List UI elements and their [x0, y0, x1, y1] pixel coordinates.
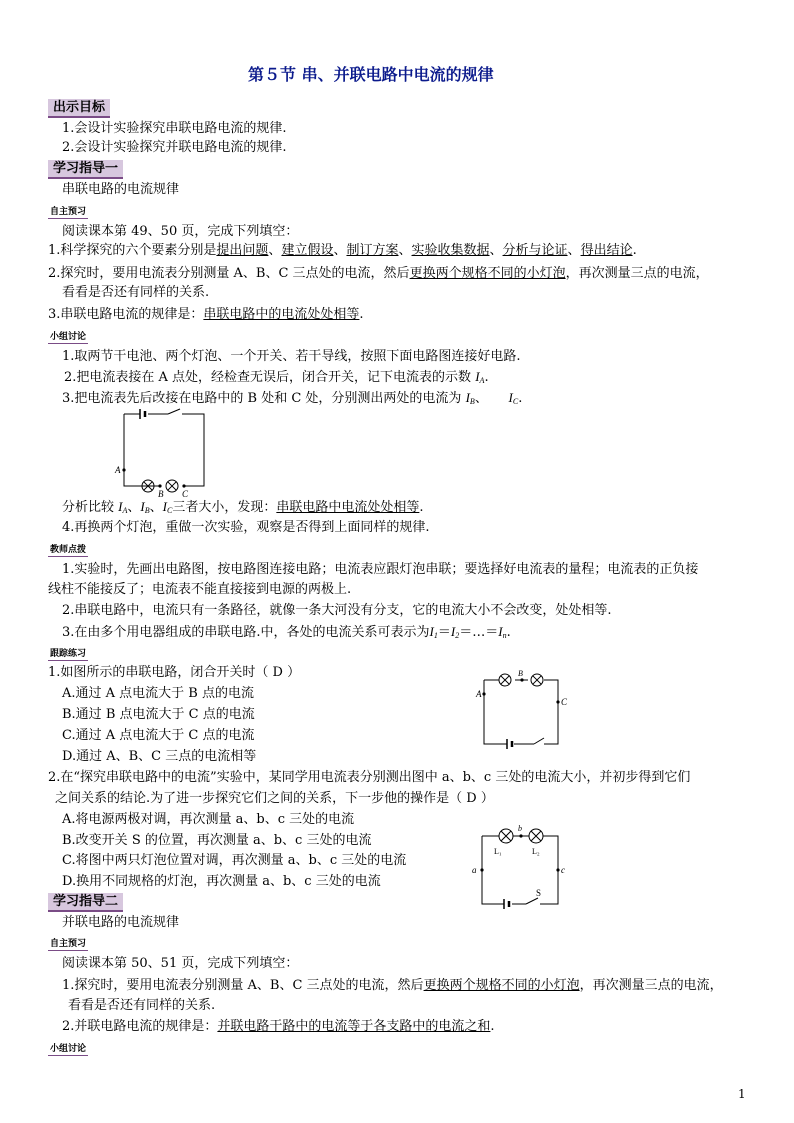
exercise-2-option-b: B.改变开关 S 的位置，再次测量 a、b、c 三处的电流: [62, 833, 372, 848]
goal-item-2: 2.会设计实验探究并联电路电流的规律.: [62, 140, 287, 155]
reading-instruction: 阅读课本第 49、50 页，完成下列填空：: [62, 224, 299, 239]
tip-2: 2.串联电路中，电流只有一条路径，就像一条大河没有分支，它的电流大小不会改变，处处相等.: [62, 603, 612, 618]
switch-label-s: S: [536, 888, 542, 898]
tip-1: 1.实验时，先画出电路图，按电路图连接电路；电流表应跟灯泡串联；要选择好电流表的量程；电流表的正负接: [62, 562, 699, 577]
exercise-1-stem: 1.如图所示的串联电路，闭合开关时（ D ）: [48, 665, 301, 680]
point-label-b: B: [518, 669, 523, 678]
exercise-1-option-c: C.通过 A 点电流大于 C 点的电流: [62, 728, 255, 743]
exercise-2-option-a: A.将电源两极对调，再次测量 a、b、c 三处的电流: [62, 812, 355, 827]
tag-self-study-2: 自主预习: [50, 939, 87, 949]
goal-item-1: 1.会设计实验探究串联电路电流的规律.: [62, 121, 287, 136]
page-number: 1: [738, 1087, 746, 1101]
series-circuit-diagram-1: [112, 408, 212, 498]
discussion-step-2: 2.把电流表接在 A 点处，经检查无误后，闭合开关，记下电流表的示数 $I_A$.: [64, 369, 489, 385]
point-label-a: A: [476, 689, 482, 699]
discussion-step-1: 1.取两节干电池、两个灯泡、一个开关、若干导线，按照下面电路图连接好电路.: [62, 349, 521, 364]
exercise-2-stem: 2.在“探究串联电路中的电流”实验中，某同学用电流表分别测出图中 a、b、c 三处的电流大小，并初步得到它们: [48, 770, 691, 785]
question-3: 3.串联电路电流的规律是：串联电路中的电流处处相等.: [48, 307, 364, 322]
discussion-step-4: 4.再换两个灯泡，重做一次实验，观察是否得到上面同样的规律.: [62, 520, 430, 535]
tip-3: 3.在由多个用电器组成的串联电路.中，各处的电流关系可表示为$I_1=I_2=\dots=I_n$.: [62, 624, 511, 640]
tag-group-discussion: 小组讨论: [50, 332, 87, 342]
discussion-step-3: 3.把电流表先后改接在电路中的 B 处和 C 处，分别测出两处的电流为 $I_B$、 $I_C$.: [62, 390, 523, 406]
point-label-b: b: [518, 824, 522, 833]
question-2: 2.探究时，要用电流表分别测量 A、B、C 三点处的电流，然后更换两个规格不同的小灯泡，再次测量三点的电流，: [48, 266, 709, 281]
parallel-question-1: 1.探究时，要用电流表分别测量 A、B、C 三点处的电流，然后更换两个规格不同的小灯泡，再次测量三点的电流，: [62, 978, 723, 993]
exercise-1-option-b: B.通过 B 点电流大于 C 点的电流: [62, 707, 255, 722]
question-2-line-2: 看看是否还有同样的关系.: [62, 285, 210, 300]
exercise-2-option-d: D.换用不同规格的灯泡，再次测量 a、b、c 三处的电流: [62, 874, 381, 889]
section-subtitle-series: 串联电路的电流规律: [62, 182, 180, 197]
point-label-c: C: [182, 489, 189, 499]
lamp-label-l2: L₂: [532, 847, 540, 856]
point-label-b: B: [158, 489, 164, 499]
point-label-c: C: [561, 697, 568, 707]
lamp-label-l1: L₁: [494, 847, 502, 856]
point-label-a: A: [115, 465, 121, 475]
series-circuit-diagram-2: [472, 669, 582, 754]
tag-self-study: 自主预习: [50, 207, 87, 217]
reading-instruction-2: 阅读课本第 50、51 页，完成下列填空：: [62, 956, 299, 971]
section-label-guide-2: 学习指导二: [48, 893, 123, 912]
section-subtitle-parallel: 并联电路的电流规律: [62, 915, 180, 930]
section-label-goals: 出示目标: [48, 99, 110, 118]
series-circuit-diagram-3: [470, 826, 580, 914]
point-label-a: a: [472, 865, 477, 875]
tag-group-discussion-2: 小组讨论: [50, 1044, 87, 1054]
parallel-question-2: 2.并联电路电流的规律是：并联电路干路中的电流等于各支路中的电流之和.: [62, 1019, 495, 1034]
exercise-1-option-a: A.通过 A 点电流大于 B 点的电流: [62, 686, 254, 701]
section-label-guide-1: 学习指导一: [48, 160, 123, 179]
point-label-c: c: [561, 865, 565, 875]
tag-practice: 跟踪练习: [50, 649, 87, 659]
exercise-1-option-d: D.通过 A、B、C 三点的电流相等: [62, 749, 257, 764]
discussion-compare: 分析比较 $I_A$、$I_B$、$I_C$三者大小，发现：串联电路中电流处处相等.: [62, 499, 424, 515]
tip-1-line-2: 线柱不能接反了；电流表不能直接接到电源的两极上.: [48, 582, 352, 597]
page-title: 第５节 串、并联电路中电流的规律: [248, 65, 494, 84]
parallel-question-1-line-2: 看看是否还有同样的关系.: [68, 998, 216, 1013]
question-1: 1.科学探究的六个要素分别是提出问题、建立假设、制订方案、实验收集数据、分析与论证、得出结论.: [48, 243, 637, 258]
exercise-2-stem-line-2: 之间关系的结论.为了进一步探究它们之间的关系，下一步他的操作是（ D ）: [55, 791, 494, 806]
tag-teacher-tips: 教师点拨: [50, 545, 87, 555]
exercise-2-option-c: C.将图中两只灯泡位置对调，再次测量 a、b、c 三处的电流: [62, 853, 407, 868]
